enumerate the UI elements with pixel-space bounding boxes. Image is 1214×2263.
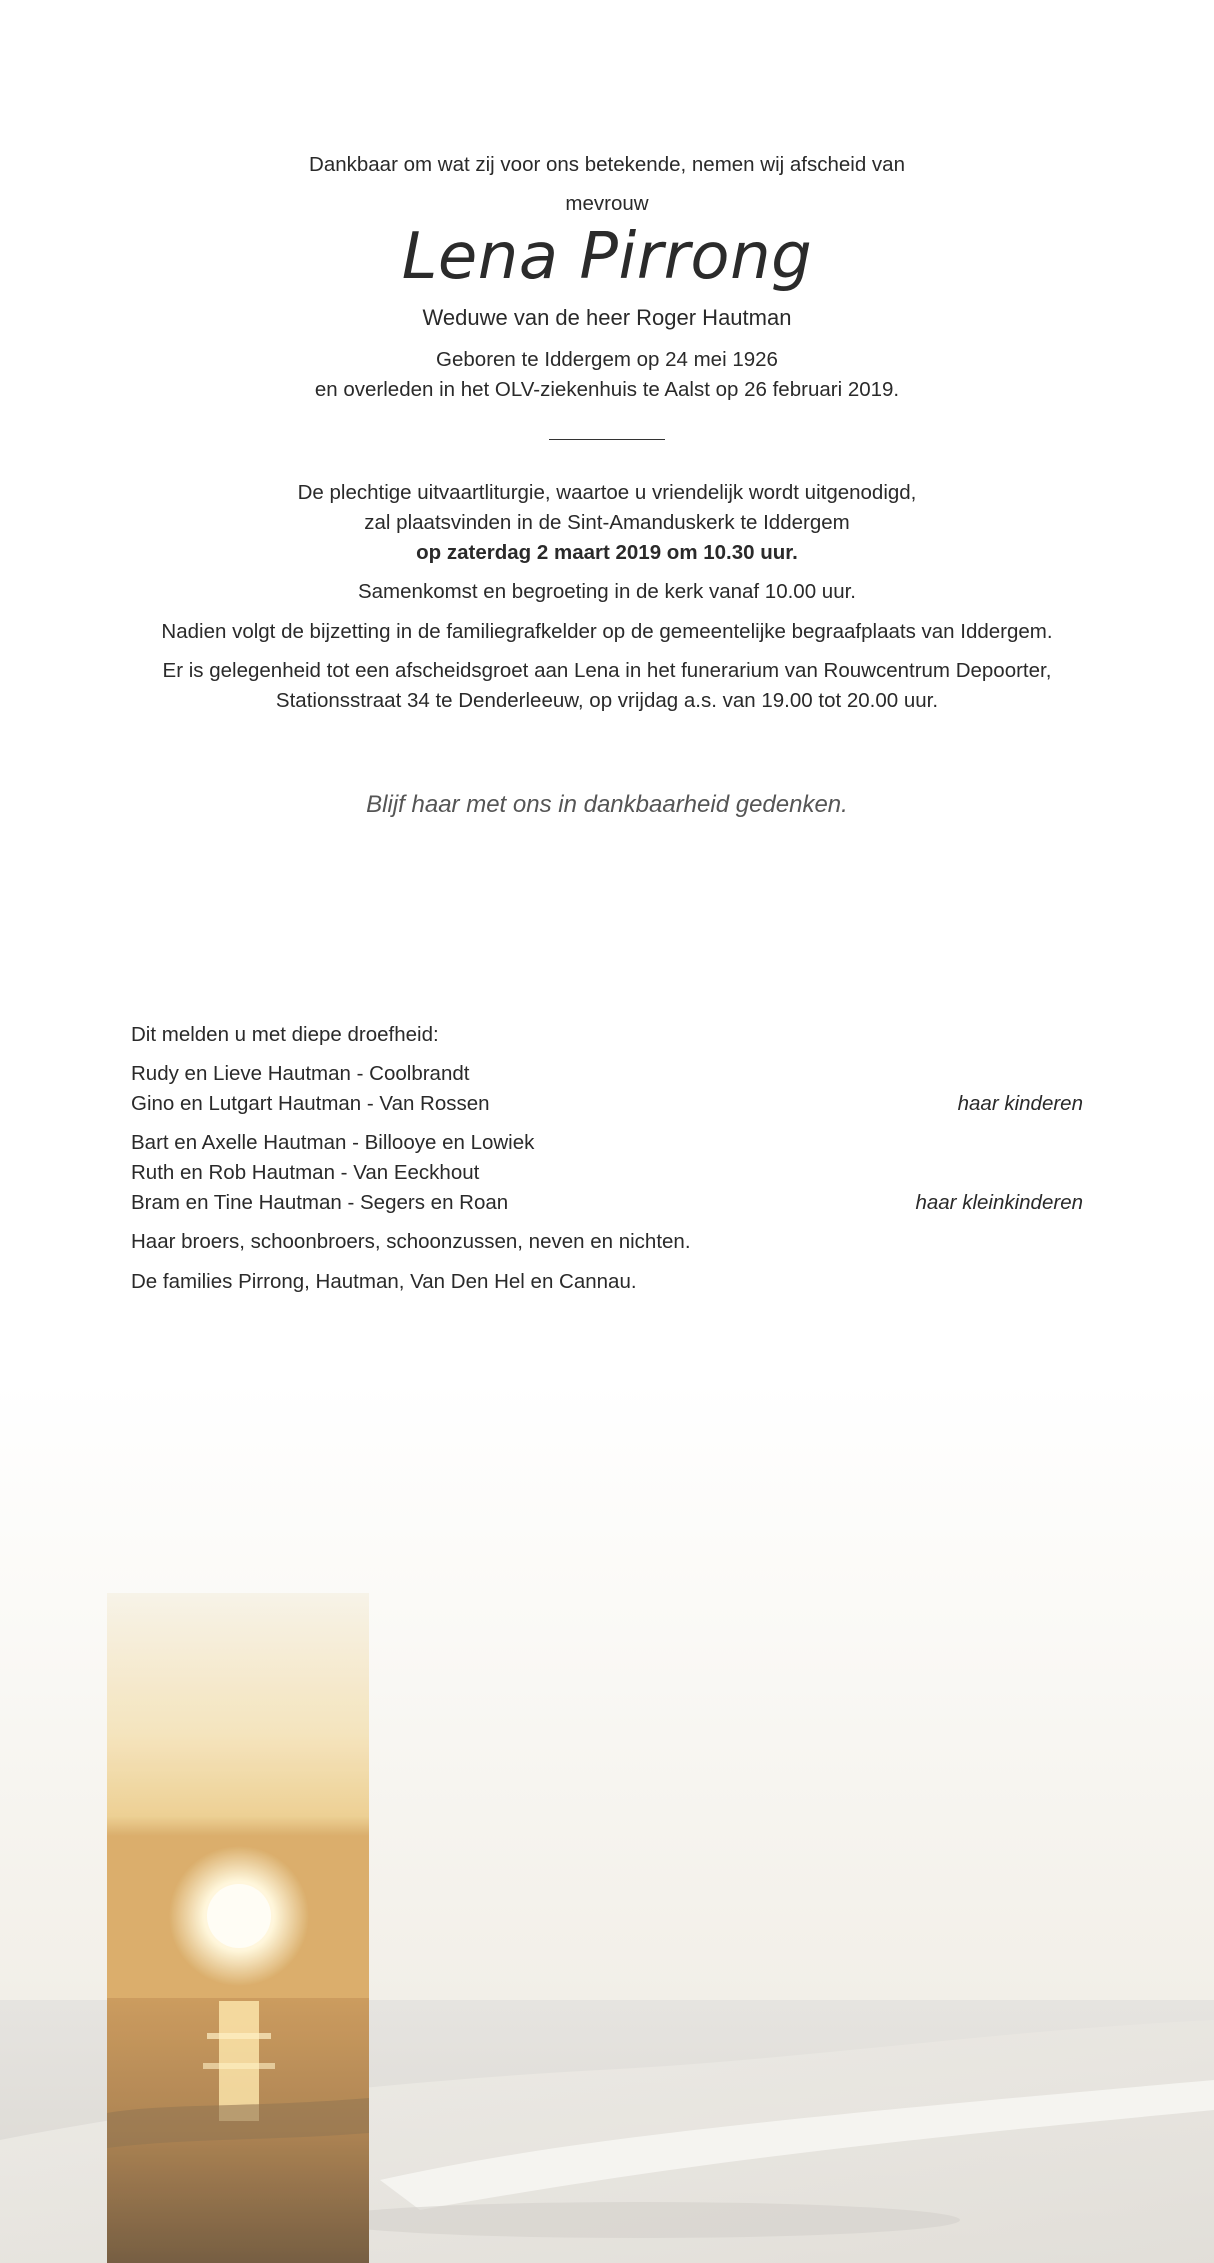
child-entry-name: Gino en Lutgart Hautman - Van Rossen xyxy=(131,1092,490,1115)
grandchildren-label: haar kleinkinderen xyxy=(915,1191,1083,1214)
farewell-info-line2: Stationsstraat 34 te Denderleeuw, op vrijdag a.s. van 19.00 tot 20.00 uur. xyxy=(275,689,939,712)
child-entry xyxy=(131,1089,1083,1119)
family-heading: Dit melden u met diepe droefheid: xyxy=(131,1023,439,1046)
ceremony-invitation: De plechtige uitvaartliturgie, waartoe u vriendelijk wordt uitgenodigd, xyxy=(297,481,917,504)
remembrance-quote: Blijf haar met ons in dankbaarheid gedenken. xyxy=(366,791,848,818)
ceremony-location: zal plaatsvinden in de Sint-Amanduskerk te Iddergem xyxy=(364,511,850,534)
grandchild-entry: Bart en Axelle Hautman - Billooye en Lowiek xyxy=(131,1131,535,1154)
ceremony-date: op zaterdag 2 maart 2019 om 10.30 uur. xyxy=(416,541,798,564)
title-mevrouw: mevrouw xyxy=(565,192,649,215)
death-info: en overleden in het OLV-ziekenhuis te Aalst op 26 februari 2019. xyxy=(314,378,900,401)
intro-line: Dankbaar om wat zij voor ons betekende, nemen wij afscheid van xyxy=(309,153,905,176)
farewell-info-line1: Er is gelegenheid tot een afscheidsgroet aan Lena in het funerarium van Rouwcentrum Depoorter, xyxy=(162,659,1052,682)
grandchild-entry xyxy=(131,1188,1083,1218)
families-line: De families Pirrong, Hautman, Van Den Hel en Cannau. xyxy=(131,1270,637,1293)
burial-info: Nadien volgt de bijzetting in de familiegrafkelder op de gemeentelijke begraafplaats van Iddergem. xyxy=(161,620,1053,643)
birth-info: Geboren te Iddergem op 24 mei 1926 xyxy=(436,348,778,371)
sunset-strip-image xyxy=(107,1593,369,2263)
grandchild-entry: Ruth en Rob Hautman - Van Eeckhout xyxy=(131,1161,480,1184)
divider-line xyxy=(549,439,665,440)
gathering-info: Samenkomst en begroeting in de kerk vanaf 10.00 uur. xyxy=(357,580,856,603)
siblings-line: Haar broers, schoonbroers, schoonzussen, neven en nichten. xyxy=(131,1230,691,1253)
grandchild-entry-name: Bram en Tine Hautman - Segers en Roan xyxy=(131,1191,509,1214)
child-entry: Rudy en Lieve Hautman - Coolbrandt xyxy=(131,1062,470,1085)
deceased-name: Lena Pirrong xyxy=(401,220,813,294)
widow-of: Weduwe van de heer Roger Hautman xyxy=(422,305,792,330)
children-label: haar kinderen xyxy=(957,1092,1083,1115)
